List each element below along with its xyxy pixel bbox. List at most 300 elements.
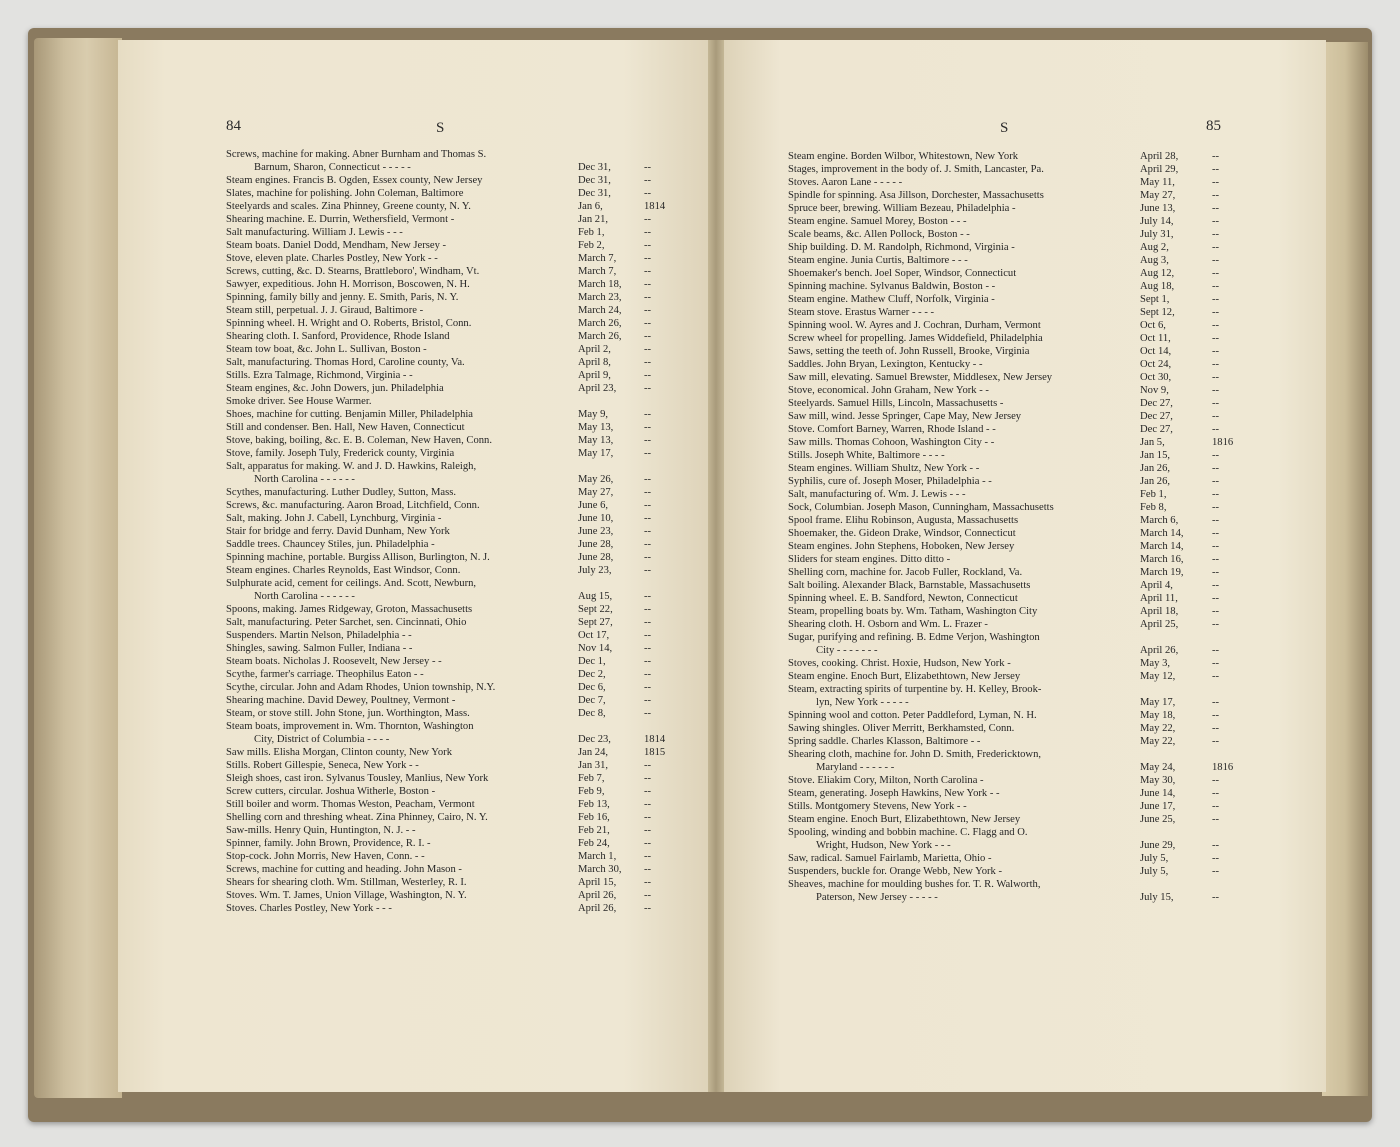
- entry-date: May 11,: [1140, 177, 1175, 188]
- index-entry: [788, 228, 1248, 241]
- entry-date: Dec 31,: [578, 175, 611, 186]
- entry-year: --: [644, 799, 652, 810]
- index-entry: [788, 241, 1248, 254]
- entry-text: Suspenders, buckle for. Orange Webb, New York -: [788, 866, 1003, 877]
- entry-date: May 22,: [1140, 723, 1176, 734]
- index-entry: [226, 746, 666, 759]
- index-entry: [226, 538, 666, 551]
- entry-year: --: [644, 838, 652, 849]
- index-entry: [788, 215, 1248, 228]
- index-entry: [788, 878, 1248, 891]
- entry-date: Dec 27,: [1140, 411, 1173, 422]
- entry-text: Saw mills. Elisha Morgan, Clinton county, New York: [226, 747, 453, 758]
- index-entry: [788, 384, 1248, 397]
- entry-year: --: [644, 240, 652, 251]
- entry-date: Oct 14,: [1140, 346, 1172, 357]
- entry-year: --: [644, 279, 652, 290]
- entry-text: Slates, machine for polishing. John Coleman, Baltimore: [226, 188, 464, 199]
- entry-year: --: [644, 435, 652, 446]
- index-entry: [788, 813, 1248, 826]
- index-entry: [226, 811, 666, 824]
- entry-year: --: [1212, 281, 1220, 292]
- entry-year: --: [1212, 541, 1220, 552]
- index-entry: [788, 826, 1248, 839]
- entry-text: Scale beams, &c. Allen Pollock, Boston - -: [788, 229, 970, 240]
- index-entry: [226, 876, 666, 889]
- index-entry: [788, 592, 1248, 605]
- entry-text: Salt, apparatus for making. W. and J. D. Hawkins, Raleigh,: [226, 461, 477, 472]
- entry-date: Feb 16,: [578, 812, 610, 823]
- entry-year: --: [1212, 892, 1220, 903]
- entry-year: 1814: [644, 201, 666, 212]
- index-entry: [788, 722, 1248, 735]
- entry-date: April 26,: [578, 903, 617, 914]
- entry-date: March 1,: [578, 851, 617, 862]
- entry-text: Sock, Columbian. Joseph Mason, Cunningham, Massachusetts: [788, 502, 1054, 513]
- entry-date: Aug 3,: [1140, 255, 1169, 266]
- left-page-number: 84: [226, 118, 241, 134]
- right-page: [720, 40, 1326, 1092]
- entry-date: Oct 11,: [1140, 333, 1171, 344]
- entry-text: Sleigh shoes, cast iron. Sylvanus Tousley, Manlius, New York: [226, 773, 489, 784]
- entry-date: June 6,: [578, 500, 609, 511]
- entry-text: Stove. Comfort Barney, Warren, Rhode Island - -: [788, 424, 996, 435]
- entry-date: March 19,: [1140, 567, 1184, 578]
- index-entry: [788, 800, 1248, 813]
- entry-date: Aug 15,: [578, 591, 613, 602]
- entry-text: Steam engines. William Shultz, New York - -: [788, 463, 980, 474]
- index-entry: [788, 644, 1248, 657]
- entry-date: Feb 1,: [1140, 489, 1167, 500]
- index-entry: [788, 280, 1248, 293]
- entry-date: March 26,: [578, 331, 622, 342]
- entry-date: March 14,: [1140, 528, 1184, 539]
- entry-date: March 24,: [578, 305, 622, 316]
- entry-year: --: [1212, 242, 1220, 253]
- index-entry: [226, 499, 666, 512]
- index-entry: [788, 683, 1248, 696]
- entry-year: --: [1212, 502, 1220, 513]
- index-entry: [788, 670, 1248, 683]
- entry-date: July 14,: [1140, 216, 1174, 227]
- entry-year: --: [644, 656, 652, 667]
- entry-year: --: [644, 422, 652, 433]
- left-page: [118, 40, 714, 1092]
- entry-date: May 9,: [578, 409, 609, 420]
- entry-text: Saddle trees. Chauncey Stiles, jun. Philadelphia -: [226, 539, 435, 550]
- entry-year: --: [644, 786, 652, 797]
- entry-year: --: [1212, 307, 1220, 318]
- entry-year: --: [644, 630, 652, 641]
- entry-text: Stair for bridge and ferry. David Dunham, New York: [226, 526, 450, 537]
- right-entry-list: [788, 150, 1248, 904]
- entry-text: Salt boiling. Alexander Black, Barnstable, Massachusetts: [788, 580, 1031, 591]
- entry-year: 1814: [644, 734, 666, 745]
- entry-text: Saw mill, elevating. Samuel Brewster, Middlesex, New Jersey: [788, 372, 1053, 383]
- entry-date: Dec 27,: [1140, 424, 1173, 435]
- index-entry: [226, 421, 666, 434]
- right-page-number: 85: [1206, 118, 1221, 134]
- entry-date: July 31,: [1140, 229, 1174, 240]
- entry-year: --: [1212, 489, 1220, 500]
- entry-date: Jan 26,: [1140, 463, 1171, 474]
- index-entry: [226, 551, 666, 564]
- entry-text: Salt, manufacturing of. Wm. J. Lewis - - -: [788, 489, 966, 500]
- index-entry: [226, 720, 666, 733]
- entry-year: --: [1212, 697, 1220, 708]
- entry-text: Salt, making. John J. Cabell, Lynchburg, Virginia -: [226, 513, 442, 524]
- index-entry: [226, 473, 666, 486]
- entry-date: Feb 9,: [578, 786, 605, 797]
- entry-text: Spindle for spinning. Asa Jillson, Dorchester, Massachusetts: [788, 190, 1044, 201]
- entry-year: --: [644, 305, 652, 316]
- index-entry: [226, 239, 666, 252]
- entry-text: Shearing machine. E. Durrin, Wethersfield, Vermont -: [226, 214, 455, 225]
- entry-date: Oct 17,: [578, 630, 610, 641]
- entry-year: --: [1212, 268, 1220, 279]
- entry-date: Nov 14,: [578, 643, 613, 654]
- index-entry: [226, 642, 666, 655]
- index-entry: [788, 475, 1248, 488]
- index-entry: [226, 525, 666, 538]
- entry-text: Still boiler and worm. Thomas Weston, Peacham, Vermont: [226, 799, 475, 810]
- entry-year: --: [644, 773, 652, 784]
- entry-year: --: [1212, 151, 1220, 162]
- index-entry: [226, 616, 666, 629]
- entry-year: --: [1212, 723, 1220, 734]
- index-entry: [226, 278, 666, 291]
- entry-date: July 5,: [1140, 866, 1169, 877]
- entry-date: April 26,: [578, 890, 617, 901]
- index-entry: [788, 410, 1248, 423]
- page-edges-right: [1322, 42, 1368, 1096]
- entry-year: --: [1212, 515, 1220, 526]
- right-page-letter: S: [1000, 120, 1009, 136]
- index-entry: [226, 772, 666, 785]
- index-entry: [788, 787, 1248, 800]
- index-entry: [226, 252, 666, 265]
- entry-date: Feb 13,: [578, 799, 610, 810]
- index-entry: [226, 356, 666, 369]
- index-entry: [226, 317, 666, 330]
- entry-text: Stove. Eliakim Cory, Milton, North Carolina -: [788, 775, 984, 786]
- entry-date: April 2,: [578, 344, 611, 355]
- index-entry: [788, 852, 1248, 865]
- entry-date: Nov 9,: [1140, 385, 1169, 396]
- entry-year: --: [1212, 216, 1220, 227]
- entry-date: March 23,: [578, 292, 622, 303]
- entry-date: May 27,: [1140, 190, 1176, 201]
- entry-text: Paterson, New Jersey - - - - -: [816, 892, 938, 903]
- index-entry: [226, 512, 666, 525]
- entry-year: --: [1212, 567, 1220, 578]
- index-entry: [788, 423, 1248, 436]
- entry-text: Spinner, family. John Brown, Providence, R. I. -: [226, 838, 431, 849]
- index-entry: [226, 265, 666, 278]
- entry-text: Spinning wool. W. Ayres and J. Cochran, Durham, Vermont: [788, 320, 1041, 331]
- entry-text: Steelyards and scales. Zina Phinney, Greene county, N. Y.: [226, 201, 471, 212]
- index-entry: [226, 564, 666, 577]
- entry-text: Stoves. Charles Postley, New York - - -: [226, 903, 392, 914]
- index-entry: [226, 434, 666, 447]
- entry-text: Steam boats, improvement in. Wm. Thornton, Washington: [226, 721, 474, 732]
- entry-year: --: [1212, 463, 1220, 474]
- entry-text: Stove, baking, boiling, &c. E. B. Coleman, New Haven, Conn.: [226, 435, 492, 446]
- entry-text: Stills. Robert Gillespie, Seneca, New York - -: [226, 760, 419, 771]
- entry-date: Dec 23,: [578, 734, 611, 745]
- entry-year: --: [644, 864, 652, 875]
- entry-text: Spoons, making. James Ridgeway, Groton, Massachusetts: [226, 604, 473, 615]
- entry-text: Spinning wool and cotton. Peter Paddleford, Lyman, N. H.: [788, 710, 1037, 721]
- entry-text: Steam, or stove still. John Stone, jun. Worthington, Mass.: [226, 708, 470, 719]
- index-entry: [788, 657, 1248, 670]
- index-entry: [788, 397, 1248, 410]
- entry-text: Screws, cutting, &c. D. Stearns, Brattleboro', Windham, Vt.: [226, 266, 480, 277]
- entry-year: --: [644, 227, 652, 238]
- index-entry: [226, 577, 666, 590]
- index-entry: [788, 709, 1248, 722]
- entry-text: Stills. Ezra Talmage, Richmond, Virginia - -: [226, 370, 413, 381]
- index-entry: [788, 501, 1248, 514]
- index-entry: [226, 759, 666, 772]
- entry-date: March 14,: [1140, 541, 1184, 552]
- entry-date: Aug 12,: [1140, 268, 1175, 279]
- entry-date: March 7,: [578, 253, 617, 264]
- entry-date: Oct 30,: [1140, 372, 1172, 383]
- entry-date: Aug 2,: [1140, 242, 1169, 253]
- entry-year: --: [644, 214, 652, 225]
- entry-date: May 22,: [1140, 736, 1176, 747]
- index-entry: [226, 304, 666, 317]
- entry-year: --: [1212, 801, 1220, 812]
- index-entry: [226, 889, 666, 902]
- index-entry: [226, 200, 666, 213]
- entry-year: --: [1212, 853, 1220, 864]
- entry-year: --: [644, 708, 652, 719]
- entry-date: March 16,: [1140, 554, 1184, 565]
- index-entry: [788, 553, 1248, 566]
- entry-year: --: [1212, 580, 1220, 591]
- index-entry: [788, 488, 1248, 501]
- entry-year: --: [644, 318, 652, 329]
- entry-date: July 23,: [578, 565, 612, 576]
- entry-year: --: [1212, 814, 1220, 825]
- entry-date: April 26,: [1140, 645, 1179, 656]
- entry-date: Oct 6,: [1140, 320, 1166, 331]
- entry-text: Wright, Hudson, New York - - -: [816, 840, 951, 851]
- entry-year: --: [644, 175, 652, 186]
- entry-year: 1816: [1212, 437, 1234, 448]
- book-gutter: [708, 40, 724, 1092]
- index-entry: [226, 668, 666, 681]
- index-entry: [788, 319, 1248, 332]
- index-entry: [226, 694, 666, 707]
- entry-year: --: [644, 812, 652, 823]
- entry-year: --: [644, 877, 652, 888]
- entry-date: May 26,: [578, 474, 614, 485]
- entry-date: Jan 15,: [1140, 450, 1171, 461]
- entry-date: Dec 31,: [578, 188, 611, 199]
- entry-text: Sliders for steam engines. Ditto ditto -: [788, 554, 951, 565]
- entry-text: Syphilis, cure of. Joseph Moser, Philadelphia - -: [788, 476, 992, 487]
- entry-year: --: [644, 760, 652, 771]
- entry-text: Screws, &c. manufacturing. Aaron Broad, Litchfield, Conn.: [226, 500, 480, 511]
- entry-text: Spruce beer, brewing. William Bezeau, Philadelphia -: [788, 203, 1016, 214]
- entry-date: Dec 8,: [578, 708, 606, 719]
- index-entry: [226, 798, 666, 811]
- entry-year: --: [1212, 645, 1220, 656]
- index-entry: [788, 579, 1248, 592]
- entry-text: Spring saddle. Charles Klasson, Baltimore - -: [788, 736, 981, 747]
- entry-text: Steam stove. Erastus Warner - - - -: [788, 307, 935, 318]
- entry-text: Steam engine. Junia Curtis, Baltimore - - -: [788, 255, 968, 266]
- entry-text: Salt manufacturing. William J. Lewis - - -: [226, 227, 403, 238]
- entry-text: Sulphurate acid, cement for ceilings. And. Scott, Newburn,: [226, 578, 477, 589]
- entry-year: --: [1212, 554, 1220, 565]
- entry-text: Screw cutters, circular. Joshua Witherle, Boston -: [226, 786, 436, 797]
- entry-date: March 7,: [578, 266, 617, 277]
- entry-text: Saw mills. Thomas Cohoon, Washington City - -: [788, 437, 995, 448]
- entry-text: Smoke driver. See House Warmer.: [226, 396, 372, 407]
- index-entry: [226, 343, 666, 356]
- entry-text: Salt, manufacturing. Thomas Hord, Caroline county, Va.: [226, 357, 465, 368]
- entry-text: Spinning machine, portable. Burgiss Allison, Burlington, N. J.: [226, 552, 490, 563]
- index-entry: [788, 540, 1248, 553]
- entry-text: Stove, economical. John Graham, New York - -: [788, 385, 989, 396]
- entry-text: Sugar, purifying and refining. B. Edme Verjon, Washington: [788, 632, 1040, 643]
- entry-date: April 28,: [1140, 151, 1179, 162]
- entry-date: May 3,: [1140, 658, 1171, 669]
- index-entry: [788, 566, 1248, 579]
- entry-year: --: [644, 344, 652, 355]
- entry-text: Spinning, family billy and jenny. E. Smith, Paris, N. Y.: [226, 292, 459, 303]
- entry-year: --: [1212, 372, 1220, 383]
- entry-year: --: [1212, 788, 1220, 799]
- entry-text: Steam engine. Enoch Burt, Elizabethtown, New Jersey: [788, 671, 1021, 682]
- entry-text: Stoves, cooking. Christ. Hoxie, Hudson, New York -: [788, 658, 1011, 669]
- entry-year: 1815: [644, 747, 666, 758]
- entry-date: May 17,: [1140, 697, 1176, 708]
- entry-text: Scythe, farmer's carriage. Theophilus Eaton - -: [226, 669, 424, 680]
- index-entry: [788, 267, 1248, 280]
- entry-text: Steelyards. Samuel Hills, Lincoln, Massachusetts -: [788, 398, 1004, 409]
- entry-year: --: [1212, 294, 1220, 305]
- index-entry: [226, 707, 666, 720]
- entry-text: Scythe, circular. John and Adam Rhodes, Union township, N.Y.: [226, 682, 496, 693]
- entry-text: Shearing cloth. I. Sanford, Providence, Rhode Island: [226, 331, 450, 342]
- index-entry: [226, 902, 666, 915]
- entry-text: Shearing machine. David Dewey, Poultney, Vermont -: [226, 695, 456, 706]
- entry-text: Scythes, manufacturing. Luther Dudley, Sutton, Mass.: [226, 487, 456, 498]
- entry-year: --: [1212, 840, 1220, 851]
- index-entry: [226, 382, 666, 395]
- index-entry: [788, 202, 1248, 215]
- entry-date: May 12,: [1140, 671, 1176, 682]
- entry-text: Shears for shearing cloth. Wm. Stillman, Westerley, R. I.: [226, 877, 467, 888]
- index-entry: [226, 395, 666, 408]
- entry-date: March 26,: [578, 318, 622, 329]
- entry-year: --: [644, 266, 652, 277]
- index-entry: [788, 514, 1248, 527]
- index-entry: [788, 436, 1248, 449]
- entry-text: Sheaves, machine for moulding bushes for. T. R. Walworth,: [788, 879, 1041, 890]
- entry-year: --: [644, 643, 652, 654]
- entry-text: Suspenders. Martin Nelson, Philadelphia - -: [226, 630, 412, 641]
- entry-year: --: [1212, 255, 1220, 266]
- entry-year: --: [1212, 411, 1220, 422]
- entry-year: 1816: [1212, 762, 1234, 773]
- entry-text: Shingles, sawing. Salmon Fuller, Indiana - -: [226, 643, 413, 654]
- index-entry: [788, 254, 1248, 267]
- entry-text: Stove, family. Joseph Tuly, Frederick county, Virginia: [226, 448, 455, 459]
- entry-text: Stoves. Aaron Lane - - - - -: [788, 177, 903, 188]
- entry-year: --: [1212, 229, 1220, 240]
- entry-year: --: [1212, 593, 1220, 604]
- entry-text: City - - - - - - -: [816, 645, 878, 656]
- index-entry: [226, 603, 666, 616]
- entry-year: --: [644, 591, 652, 602]
- index-entry: [226, 174, 666, 187]
- entry-date: Feb 1,: [578, 227, 605, 238]
- index-entry: [226, 785, 666, 798]
- entry-year: --: [644, 617, 652, 628]
- entry-year: --: [1212, 606, 1220, 617]
- entry-date: July 15,: [1140, 892, 1174, 903]
- entry-text: Spooling, winding and bobbin machine. C. Flagg and O.: [788, 827, 1028, 838]
- entry-text: Spinning wheel. E. B. Sandford, Newton, Connecticut: [788, 593, 1018, 604]
- entry-text: Shoes, machine for cutting. Benjamin Miller, Philadelphia: [226, 409, 474, 420]
- entry-date: Dec 27,: [1140, 398, 1173, 409]
- entry-text: Steam boats. Nicholas J. Roosevelt, New Jersey - -: [226, 656, 442, 667]
- index-entry: [226, 369, 666, 382]
- entry-date: June 28,: [578, 539, 614, 550]
- entry-text: Steam engines. Charles Reynolds, East Windsor, Conn.: [226, 565, 461, 576]
- entry-date: June 25,: [1140, 814, 1176, 825]
- entry-text: Steam engines, &c. John Dowers, jun. Philadelphia: [226, 383, 444, 394]
- entry-year: --: [644, 487, 652, 498]
- entry-date: Sept 22,: [578, 604, 613, 615]
- entry-text: Shelling corn, machine for. Jacob Fuller, Rockland, Va.: [788, 567, 1023, 578]
- entry-text: Steam engines. John Stephens, Hoboken, New Jersey: [788, 541, 1015, 552]
- entry-year: --: [644, 695, 652, 706]
- entry-date: April 11,: [1140, 593, 1178, 604]
- entry-date: May 18,: [1140, 710, 1176, 721]
- entry-date: May 27,: [578, 487, 614, 498]
- index-entry: [226, 850, 666, 863]
- index-entry: [226, 824, 666, 837]
- entry-year: --: [644, 604, 652, 615]
- entry-text: Saw-mills. Henry Quin, Huntington, N. J. - -: [226, 825, 416, 836]
- entry-date: April 23,: [578, 383, 617, 394]
- entry-date: Feb 21,: [578, 825, 610, 836]
- entry-date: Feb 8,: [1140, 502, 1167, 513]
- entry-year: --: [1212, 671, 1220, 682]
- entry-year: --: [1212, 398, 1220, 409]
- entry-year: --: [644, 448, 652, 459]
- entry-year: --: [1212, 710, 1220, 721]
- index-entry: [226, 681, 666, 694]
- index-entry: [788, 631, 1248, 644]
- entry-text: Stills. Joseph White, Baltimore - - - -: [788, 450, 945, 461]
- entry-year: --: [644, 526, 652, 537]
- index-entry: [788, 358, 1248, 371]
- entry-text: Steam boats. Daniel Dodd, Mendham, New Jersey -: [226, 240, 447, 251]
- entry-date: June 29,: [1140, 840, 1176, 851]
- entry-text: Spinning machine. Sylvanus Baldwin, Boston - -: [788, 281, 996, 292]
- entry-text: Screws, machine for making. Abner Burnham and Thomas S.: [226, 149, 487, 160]
- index-entry: [788, 735, 1248, 748]
- entry-date: Sept 12,: [1140, 307, 1175, 318]
